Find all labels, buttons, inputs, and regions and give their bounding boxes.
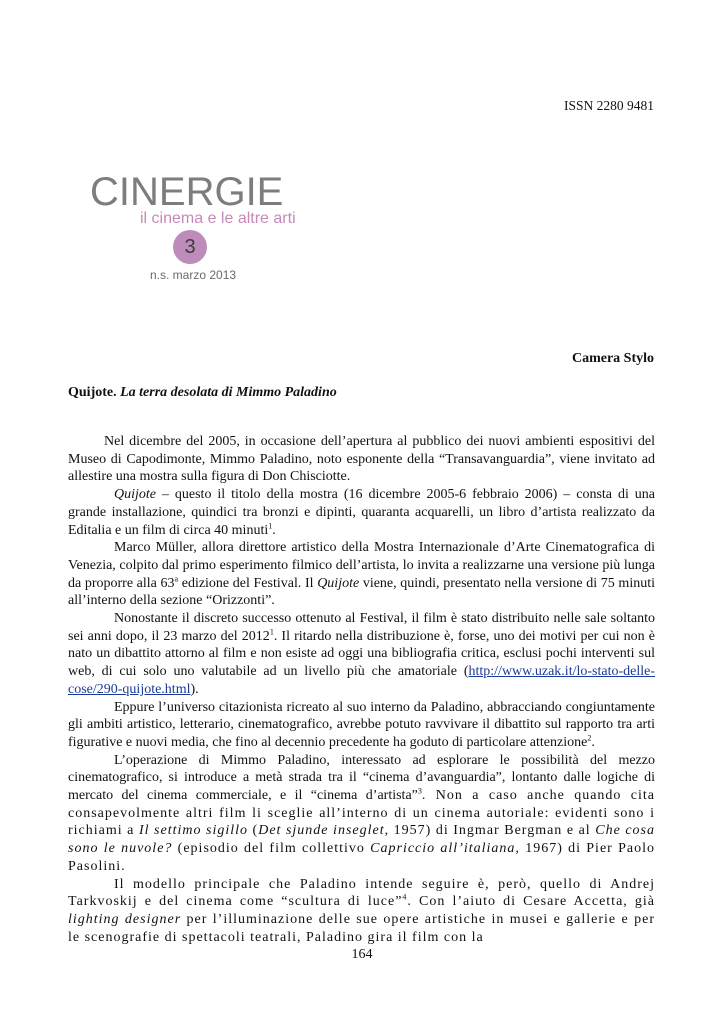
- footnote-ref[interactable]: 1: [269, 627, 274, 637]
- work-title: Capriccio all’italiana: [370, 841, 516, 857]
- paragraph-text: . Il ritardo nella distribuzione è, forse, uno dei motivi per cui non è nato un dibattito attorno al film e non esiste ad oggi una bibliografia critica, esclusi pochi interventi sul web, di cui solo uno valutabile ad un livello più che amatoriale (: [68, 628, 655, 680]
- paragraph-text: Marco Müller, allora direttore artistico della Mostra Internazionale d’Arte Cinematografica di Venezia, colpito dal primo esperimento filmico dell’artista, lo invita a realizzarne una versione più lunga da proporre alla 63: [68, 540, 655, 591]
- article-title: [68, 385, 337, 401]
- paragraph: [68, 876, 655, 947]
- footnote-ref[interactable]: 3: [417, 786, 422, 796]
- article-body: [68, 433, 655, 946]
- paragraph: [68, 486, 655, 539]
- paragraph-text: ).: [190, 681, 199, 697]
- footnote-ref[interactable]: 2: [587, 733, 592, 743]
- journal-logo: [80, 170, 310, 300]
- page-number: 164: [351, 947, 373, 962]
- paragraph-text: . Con l’aiuto di Cesare Accetta, già: [407, 894, 655, 910]
- paragraph: [68, 752, 655, 876]
- paragraph-text: , 1957) di Ingmar Bergman e al: [384, 823, 596, 839]
- paragraph-text: L’operazione di Mimmo Paladino, interessato ad esplorare le possibilità del mezzo cinematografico, si introduce a metà strada tra il “cinema d’avanguardia”, lontanto dalle logiche di mercato del cinema commerciale, e il “cinema d’artista”: [68, 752, 655, 804]
- work-title: lighting designer: [68, 911, 182, 927]
- section-heading: Camera Stylo: [571, 351, 654, 366]
- footnote-ref[interactable]: 1: [268, 520, 273, 530]
- paragraph-text: (: [248, 823, 259, 839]
- article-title-main: Quijote.: [68, 385, 117, 400]
- paragraph-text: .: [591, 734, 595, 750]
- work-title: Quijote: [317, 575, 360, 591]
- work-title: Il settimo sigillo: [138, 823, 249, 839]
- paragraph-text: Nel dicembre del 2005, in occasione dell’apertura al pubblico dei nuovi ambienti espositivi del Museo di Capodimonte, Mimmo Paladino, noto esponente della “Transavanguardia”, viene invitato ad allestire una mostra sulla figura di Don Chisciotte.: [68, 434, 655, 485]
- paragraph-text: Eppure l’universo citazionista ricreato al suo interno da Paladino, abbracciando congiuntamente gli ambiti artistico, letterario, cinematografico, avrebbe potuto ravvivare il dibattito sul rapporto tra arti figurative e nuovi media, che fino al decennio precedente ha goduto di particolare attenzione: [68, 699, 655, 750]
- issue-number-badge: 3: [173, 230, 207, 264]
- work-title: Det sjunde inseglet: [258, 823, 385, 839]
- paragraph-text: (episodio del film collettivo: [172, 841, 371, 857]
- paragraph-text: . Non a caso anche quando cita consapevolmente altri film li sceglie all’interno di un cinema autoriale: evidenti sono i richiami a: [68, 788, 656, 839]
- paragraph-text: .: [272, 522, 276, 538]
- paragraph: [68, 433, 655, 486]
- paragraph: [68, 539, 655, 610]
- issn-number: ISSN 2280 9481: [563, 98, 654, 113]
- paragraph-text: Il modello principale che Paladino intende seguire è, però, quello di Andrej Tarkvoskij e del cinema come “scultura di luce”: [68, 876, 655, 910]
- work-title: Che cosa sono le nuvole?: [68, 823, 655, 857]
- paragraph-text: , 1967) di Pier Paolo Pasolini.: [68, 841, 655, 874]
- paragraph-text: per l’illuminazione delle sue opere artistiche in musei e gallerie e per le scenografie di spettacoli teatrali, Paladino gira il film con la: [68, 911, 655, 945]
- paragraph-text: viene, quindi, presentato nella versione di 75 minuti all’interno della sezione “Orizzonti”.: [68, 575, 655, 609]
- issue-date: n.s. marzo 2013: [150, 268, 237, 282]
- logo-subtitle: il cinema e le altre arti: [140, 210, 296, 227]
- logo-title: CINERGIE: [90, 170, 284, 214]
- external-link[interactable]: http://www.uzak.it/lo-stato-delle-cose/290-quijote.html: [68, 664, 655, 697]
- paragraph-text: – questo il titolo della mostra (16 dicembre 2005-6 febbraio 2006) – consta di una grande installazione, quindici tra bronzi e dipinti, quaranta acquarelli, un libro d’artista realizzato da Editalia e un film di circa 40 minuti: [68, 487, 655, 538]
- paragraph-text: Nonostante il discreto successo ottenuto al Festival, il film è stato distribuito nelle sale soltanto sei anni dopo, il 23 marzo del 2012: [68, 611, 655, 644]
- work-title: Quijote: [114, 487, 156, 503]
- paragraph: [68, 699, 655, 752]
- paragraph-text: edizione del Festival. Il: [178, 575, 318, 591]
- paragraph: [68, 610, 655, 699]
- article-title-italic: La terra desolata di Mimmo Paladino: [120, 385, 337, 400]
- footnote-ref[interactable]: 4: [402, 892, 408, 902]
- ordinal-suffix: a: [174, 573, 179, 583]
